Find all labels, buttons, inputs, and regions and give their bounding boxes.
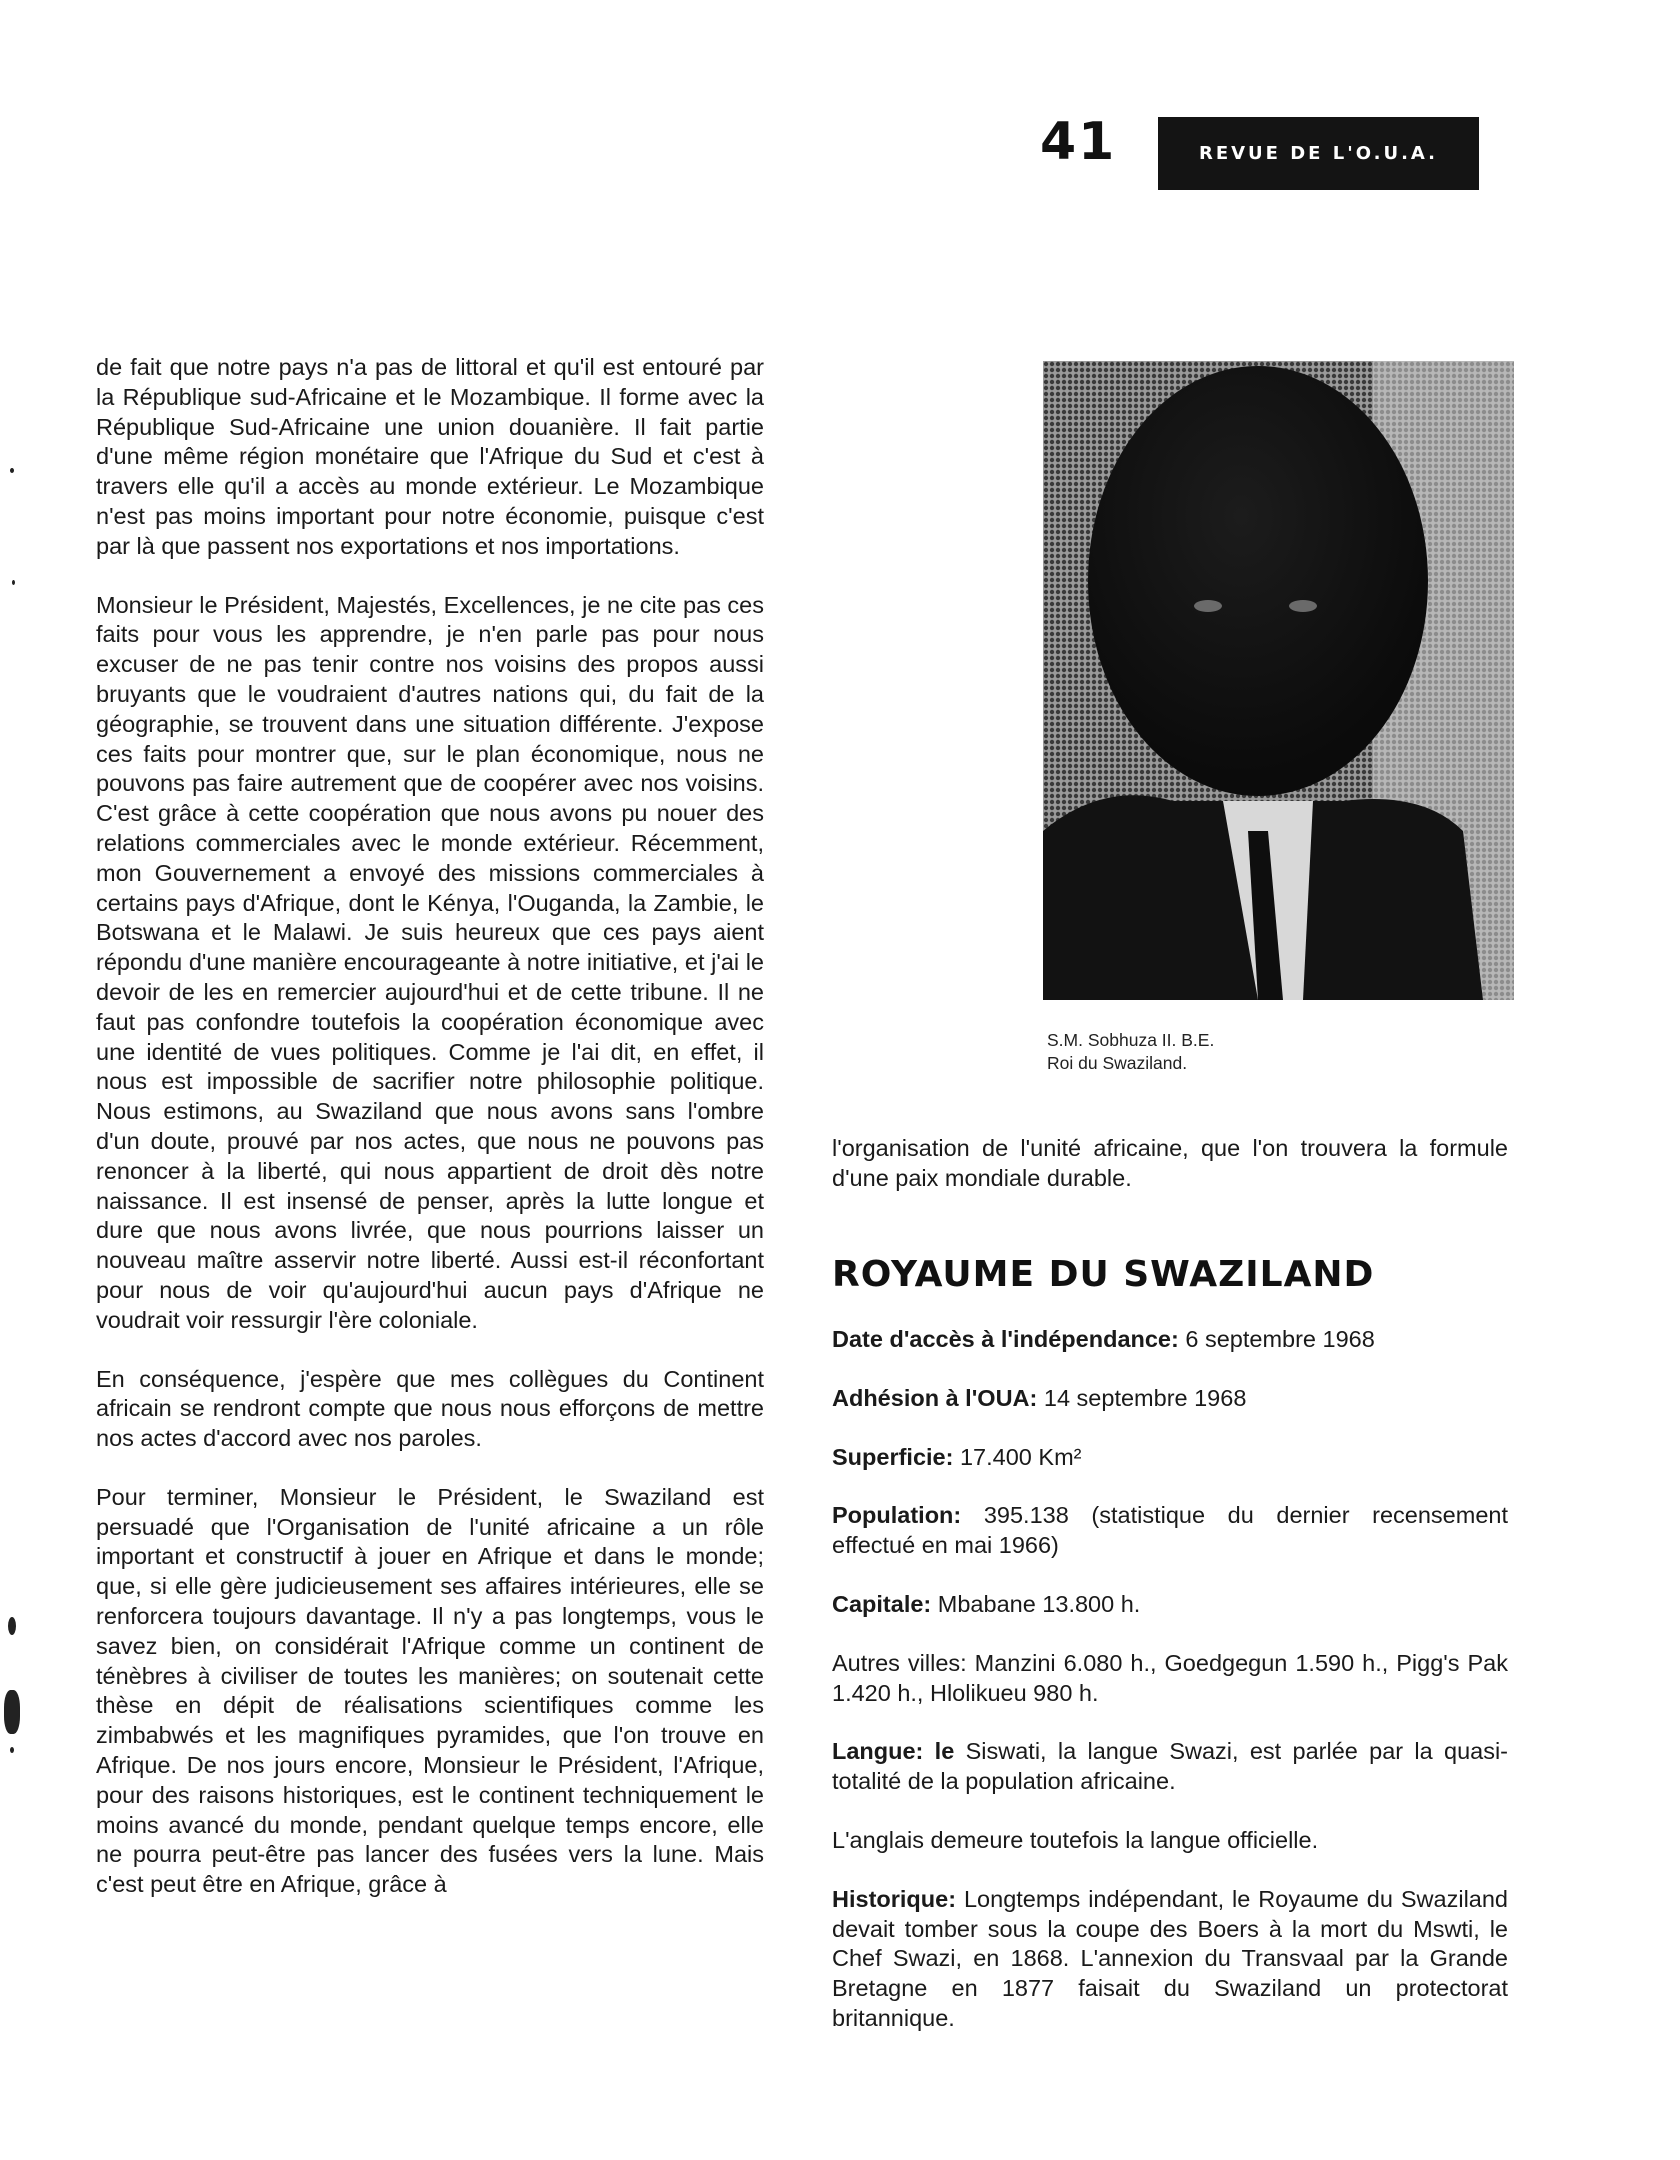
paragraph: l'organisation de l'unité africaine, que l'on trouvera la formule d'une paix mondiale durable. <box>832 1135 1508 1191</box>
fact-value: Mbabane 13.800 h. <box>937 1590 1141 1617</box>
fact-value: 14 septembre 1968 <box>1043 1384 1247 1411</box>
fact-label: Superficie: <box>832 1443 954 1470</box>
fact-value: Longtemps indépendant, le Royaume du Swaziland devait tomber sous la coupe des Boers à la mort du Mswti, le Chef Swazi, en 1868. L'annexion du Transvaal par la Grande Bretagne en 1877 faisait du Swaziland un protectorat britannique. <box>832 1885 1508 2031</box>
journal-title-banner <box>1158 117 1479 190</box>
left-column <box>96 353 764 1929</box>
scan-speck <box>4 1690 20 1734</box>
scan-speck <box>12 580 15 585</box>
paragraph: Pour terminer, Monsieur le Président, le Swaziland est persuadé que l'Organisation de l'unité africaine a un rôle important et constructif à jouer en Afrique et dans le monde; que, si elle gère judicieusement ses affaires intérieures, elle se renforcera toujours davantage. Il n'y a pas longtemps, vous le savez bien, on considérait l'Afrique comme un continent de ténèbres à civiliser de toutes les manières; on soutenait cette thèse en dépit de réalisations scientifiques comme les zimbabwés et les magnifiques pyramides, que l'on trouve en Afrique. De nos jours encore, Monsieur le Président, l'Afrique, pour des raisons historiques, est le continent techniquement le moins avancé du monde, pendant quelque temps encore, elle ne pourra peut-être pas lancer des fusées vers la lune. Mais c'est peut être en Afrique, grâce à <box>96 1483 764 1898</box>
fact-label: Adhésion à l'OUA: <box>832 1384 1038 1411</box>
portrait-image <box>1043 361 1514 1000</box>
paragraph: En conséquence, j'espère que mes collègues du Continent africain se rendront compte que nous nous efforçons de mettre nos actes d'accord avec nos paroles. <box>96 1365 764 1452</box>
photo-caption <box>1047 1029 1447 1075</box>
caption-name: S.M. Sobhuza II. B.E. <box>1047 1030 1215 1050</box>
paragraph: de fait que notre pays n'a pas de littoral et qu'il est entouré par la République sud-Africaine et le Mozambique. Il forme avec la République Sud-Africaine une union douanière. Il fait partie d'une même région monétaire que l'Afrique du Sud et c'est à travers elle qu'il a accès au monde extérieur. Le Mozambique n'est pas moins important pour notre économie, puisque c'est par là que passent nos exportations et nos importations. <box>96 354 764 559</box>
fact-language <box>832 1737 1508 1797</box>
fact-value: Siswati, la langue Swazi, est parlée par la quasi-totalité de la population africaine. <box>832 1738 1509 1795</box>
fact-value: Autres villes: Manzini 6.080 h., Goedgegun 1.590 h., Pigg's Pak 1.420 h., Hlolikueu 980 h. <box>832 1649 1508 1706</box>
fact-history <box>832 1885 1508 2034</box>
journal-title: REVUE DE L'O.U.A. <box>1198 143 1439 164</box>
section-title: ROYAUME DU SWAZILAND <box>832 1254 1375 1295</box>
caption-title: Roi du Swaziland. <box>1047 1053 1188 1073</box>
country-facts <box>832 1325 1508 2063</box>
fact-official-language <box>832 1826 1508 1856</box>
fact-population <box>832 1501 1508 1561</box>
scan-speck <box>10 468 14 473</box>
fact-value: 17.400 Km² <box>959 1443 1082 1470</box>
scan-speck <box>10 1747 14 1753</box>
fact-label: Date d'accès à l'indépendance: <box>832 1326 1179 1352</box>
portrait-photo <box>1043 361 1514 1000</box>
fact-label: Population: <box>832 1502 962 1529</box>
scan-speck <box>8 1617 16 1635</box>
fact-label: Langue: le <box>832 1738 955 1765</box>
paragraph: Monsieur le Président, Majestés, Excellences, je ne cite pas ces faits pour vous les apprendre, je n'en parle pas pour nous excuser de ne pas tenir contre nos voisins des propos aussi bruyants que le voudraient d'autres nations qui, du fait de la géographie, se trouvent dans une situation différente. J'expose ces faits pour montrer que, sur le plan économique, nous ne pouvons pas faire autrement que de coopérer avec nos voisins. C'est grâce à cette coopération que nous avons pu nouer des relations commerciales avec le monde extérieur. Récemment, mon Gouvernement a envoyé des missions commerciales à certains pays d'Afrique, dont le Kénya, l'Ouganda, la Zambie, le Botswana et le Malawi. Je suis heureux que ces pays aient répondu d'une manière encourageante à notre initiative, et j'ai le devoir de les en remercier aujourd'hui et de cette tribune. Il ne faut pas confondre toutefois la coopération économique avec une identité de vues politiques. Comme je l'ai dit, en effet, il nous est impossible de sacrifier notre philosophie politique. Nous estimons, au Swaziland que nous avons sans l'ombre d'un doute, prouvé par nos actes, que nous ne pouvons pas renoncer à la liberté, qui nous appartient de droit dès notre naissance. Il est insensé de penser, après la lutte longue et dure que nous avons livrée, que nous pourrions laisser un nouveau maître asservir notre liberté. Aussi est-il réconfortant pour nous de voir qu'aujourd'hui aucun pays d'Afrique ne voudrait voir ressurgir l'ère coloniale. <box>96 591 764 1333</box>
fact-other-cities <box>832 1649 1508 1709</box>
right-column-continuation <box>832 1134 1508 1223</box>
fact-area <box>832 1443 1508 1473</box>
fact-capital <box>832 1590 1508 1620</box>
fact-value: 395.138 (statistique du dernier recensement effectué en mai 1966) <box>832 1502 1508 1559</box>
fact-label: Capitale: <box>832 1590 932 1617</box>
fact-oua-membership <box>832 1384 1508 1414</box>
fact-value: L'anglais demeure toutefois la langue officielle. <box>832 1826 1319 1853</box>
page-number: 41 <box>1040 112 1117 172</box>
fact-label: Historique: <box>832 1885 957 1912</box>
fact-value: 6 septembre 1968 <box>1185 1326 1375 1352</box>
fact-independence <box>832 1325 1508 1355</box>
